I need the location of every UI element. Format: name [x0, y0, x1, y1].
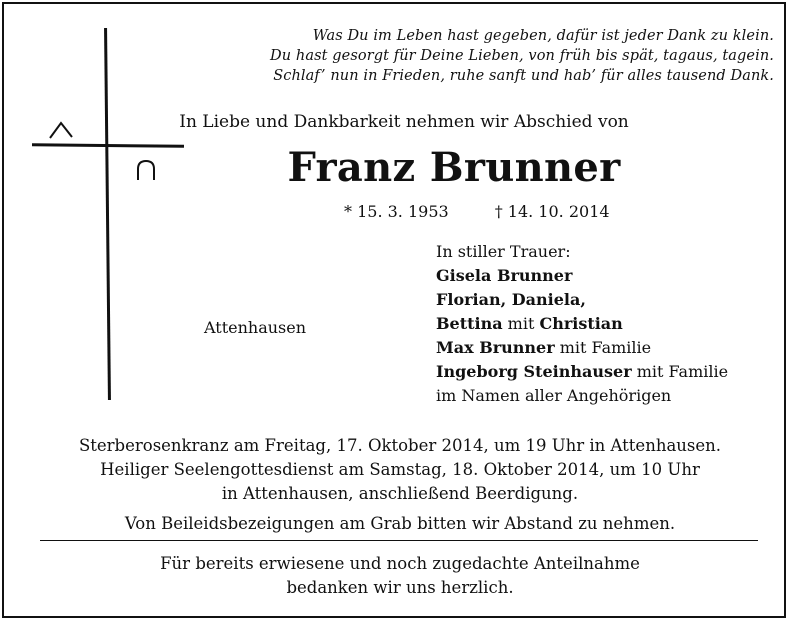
mourner-line: Max Brunner mit Familie: [436, 338, 652, 357]
mourner-line: im Namen aller Angehörigen: [436, 386, 672, 405]
mourners-heading: In stiller Trauer:: [436, 242, 571, 261]
death-date: † 14. 10. 2014: [494, 202, 610, 221]
divider: [40, 540, 758, 541]
service-line: in Attenhausen, anschließend Beerdigung.: [221, 484, 579, 503]
thanks-note: [44, 552, 756, 600]
mourner-line: Gisela Brunner: [436, 266, 573, 285]
poem-line: Schlaf’ nun in Frieden, ruhe sanft und hab’ für alles tausend Dank.: [273, 68, 774, 84]
mourner-line: Bettina mit Christian: [436, 314, 623, 333]
omega-icon: [134, 159, 158, 181]
service-info: [44, 434, 756, 536]
poem-line: Was Du im Leben hast gegeben, dafür ist jeder Dank zu klein.: [312, 28, 774, 44]
place-name: Attenhausen: [204, 318, 307, 337]
birth-date: * 15. 3. 1953: [344, 202, 449, 221]
poem: [154, 26, 774, 86]
thanks-line: Für bereits erwiesene und noch zugedachte Anteilnahme: [160, 554, 640, 573]
alpha-icon: [48, 120, 74, 140]
mourners-list: [436, 240, 728, 408]
deceased-name: Franz Brunner: [287, 144, 621, 191]
mourner-line: Florian, Daniela,: [436, 290, 586, 309]
cross-icon: [104, 28, 111, 400]
service-line: Heiliger Seelengottesdienst am Samstag, 18. Oktober 2014, um 10 Uhr: [100, 460, 700, 479]
mourner-line: Ingeborg Steinhauser mit Familie: [436, 362, 729, 381]
life-dates: [344, 202, 656, 221]
condolence-note: Von Beileidsbezeigungen am Grab bitten wir Abstand zu nehmen.: [124, 514, 676, 533]
obituary-notice: [2, 2, 786, 618]
poem-line: Du hast gesorgt für Deine Lieben, von früh bis spät, tagaus, tagein.: [270, 48, 774, 64]
thanks-line: bedanken wir uns herzlich.: [286, 578, 514, 597]
service-line: Sterberosenkranz am Freitag, 17. Oktober 2014, um 19 Uhr in Attenhausen.: [78, 436, 722, 455]
farewell-intro: In Liebe und Dankbarkeit nehmen wir Abschied von: [179, 112, 629, 132]
